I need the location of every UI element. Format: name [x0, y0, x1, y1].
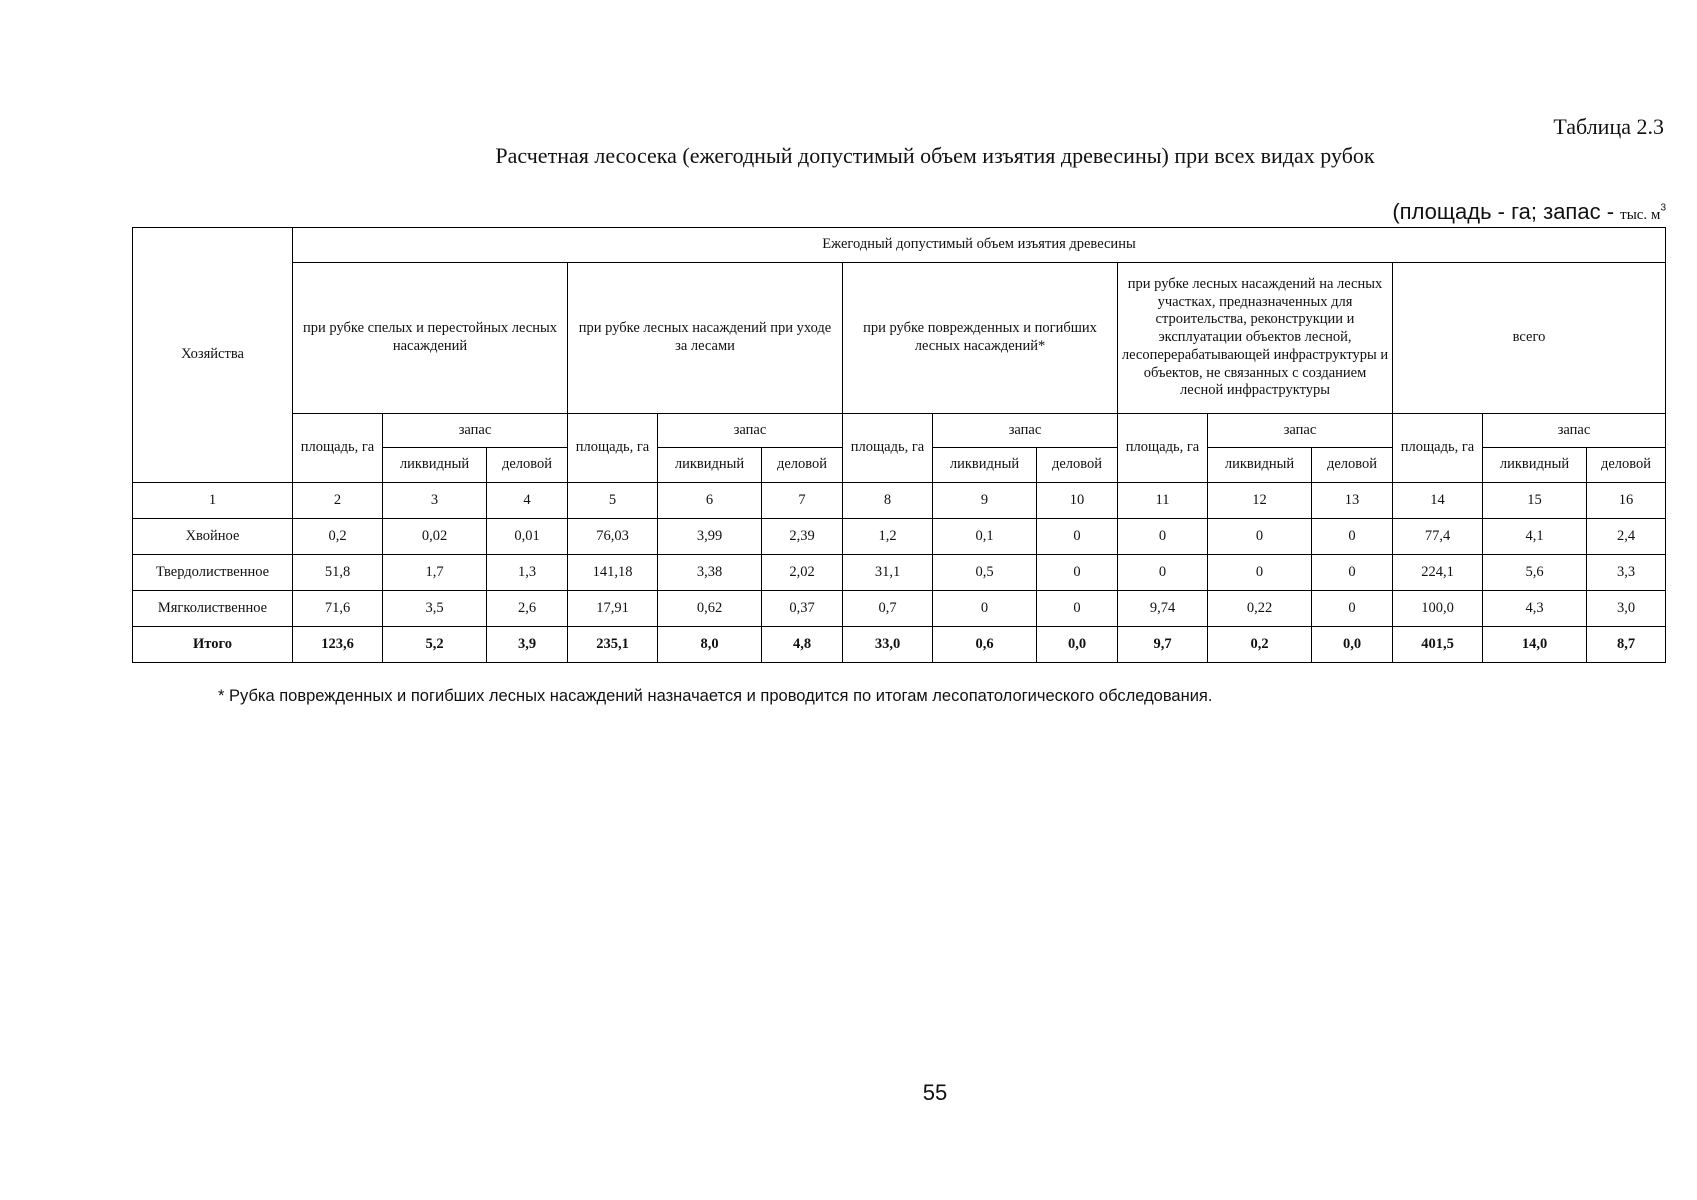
table-cell: 33,0: [843, 627, 933, 663]
units-note: [1392, 199, 1666, 225]
table-cell: 0,01: [487, 519, 568, 555]
allowable-cut-table: [132, 227, 1666, 663]
table-cell: 0,62: [658, 591, 762, 627]
header-liquid: ликвидный: [933, 448, 1037, 483]
table-cell: 0: [1118, 519, 1208, 555]
header-area: площадь, га: [293, 414, 383, 483]
row-label-cell: 1: [133, 483, 293, 519]
table-cell: 12: [1208, 483, 1312, 519]
table-row: [133, 591, 1666, 627]
table-cell: 224,1: [1393, 555, 1483, 591]
header-stock: запас: [383, 414, 568, 448]
table-cell: 4: [487, 483, 568, 519]
table-cell: 31,1: [843, 555, 933, 591]
header-stock: запас: [658, 414, 843, 448]
table-cell: 235,1: [568, 627, 658, 663]
table-cell: 0: [1118, 555, 1208, 591]
table-cell: 3,99: [658, 519, 762, 555]
table-cell: 9: [933, 483, 1037, 519]
table-cell: 2,39: [762, 519, 843, 555]
units-main: (площадь - га; запас -: [1392, 199, 1621, 224]
table-cell: 0: [1037, 555, 1118, 591]
table-cell: 2,6: [487, 591, 568, 627]
table-cell: 3,9: [487, 627, 568, 663]
units-superscript: 3: [1660, 202, 1666, 214]
header-group-total: всего: [1393, 263, 1666, 414]
table-cell: 0,6: [933, 627, 1037, 663]
header-group-damaged: при рубке поврежденных и погибших лесных насаждений*: [843, 263, 1118, 414]
column-number-row: [133, 483, 1666, 519]
table-cell: 100,0: [1393, 591, 1483, 627]
table-cell: 1,3: [487, 555, 568, 591]
table-cell: 0: [1208, 555, 1312, 591]
table-cell: 0,7: [843, 591, 933, 627]
table-cell: 0: [1208, 519, 1312, 555]
footnote: * Рубка поврежденных и погибших лесных насаждений назначается и проводится по итогам лесопатологического обследования.: [218, 687, 1213, 705]
table-cell: 0,02: [383, 519, 487, 555]
table-cell: 1,7: [383, 555, 487, 591]
header-main: Ежегодный допустимый объем изъятия древесины: [293, 228, 1666, 263]
table-cell: 0,1: [933, 519, 1037, 555]
table-label: Таблица 2.3: [1553, 114, 1664, 139]
table-cell: 0,22: [1208, 591, 1312, 627]
table-cell: 3,38: [658, 555, 762, 591]
row-label-cell: Твердолиственное: [133, 555, 293, 591]
table-cell: 3: [383, 483, 487, 519]
table-cell: 10: [1037, 483, 1118, 519]
table-cell: 3,0: [1587, 591, 1666, 627]
table-cell: 0: [1037, 519, 1118, 555]
table-cell: 4,1: [1483, 519, 1587, 555]
table-cell: 0,2: [1208, 627, 1312, 663]
table-cell: 76,03: [568, 519, 658, 555]
row-label-cell: Хвойное: [133, 519, 293, 555]
header-business: деловой: [762, 448, 843, 483]
table-cell: 9,7: [1118, 627, 1208, 663]
header-group-construction: при рубке лесных насаждений на лесных участках, предназначенных для строительства, реконструкции и эксплуатации объектов лесной, лесоперерабатывающей инфраструктуры и объектов, не связанных с созданием лесной инфраструктуры: [1118, 263, 1393, 414]
table-cell: 0,0: [1312, 627, 1393, 663]
table-cell: 2,02: [762, 555, 843, 591]
table-cell: 3,3: [1587, 555, 1666, 591]
table-cell: 0,2: [293, 519, 383, 555]
header-liquid: ликвидный: [658, 448, 762, 483]
units-small: тыс. м: [1620, 207, 1661, 223]
header-group-thinning: при рубке лесных насаждений при уходе за лесами: [568, 263, 843, 414]
total-row: [133, 627, 1666, 663]
table-cell: 401,5: [1393, 627, 1483, 663]
table-cell: 2,4: [1587, 519, 1666, 555]
table-cell: 3,5: [383, 591, 487, 627]
table-cell: 0,37: [762, 591, 843, 627]
table-cell: 5,6: [1483, 555, 1587, 591]
table-row: [133, 519, 1666, 555]
table-cell: 14,0: [1483, 627, 1587, 663]
table-cell: 0,5: [933, 555, 1037, 591]
header-area: площадь, га: [1393, 414, 1483, 483]
table-cell: 0,0: [1037, 627, 1118, 663]
header-farms: Хозяйства: [133, 228, 293, 483]
header-liquid: ликвидный: [383, 448, 487, 483]
table-cell: 11: [1118, 483, 1208, 519]
row-label-cell: Итого: [133, 627, 293, 663]
page-number: 55: [922, 1080, 948, 1105]
table-cell: 6: [658, 483, 762, 519]
table-cell: 4,3: [1483, 591, 1587, 627]
header-area: площадь, га: [568, 414, 658, 483]
table-cell: 0: [1312, 591, 1393, 627]
header-business: деловой: [487, 448, 568, 483]
table-cell: 77,4: [1393, 519, 1483, 555]
header-business: деловой: [1312, 448, 1393, 483]
table-cell: 5,2: [383, 627, 487, 663]
table-cell: 0: [1037, 591, 1118, 627]
table-cell: 51,8: [293, 555, 383, 591]
row-label-cell: Мягколиственное: [133, 591, 293, 627]
header-stock: запас: [933, 414, 1118, 448]
table-cell: 14: [1393, 483, 1483, 519]
table-row: [133, 555, 1666, 591]
table-cell: 5: [568, 483, 658, 519]
table-cell: 16: [1587, 483, 1666, 519]
header-stock: запас: [1208, 414, 1393, 448]
table-cell: 123,6: [293, 627, 383, 663]
table-cell: 4,8: [762, 627, 843, 663]
table-cell: 71,6: [293, 591, 383, 627]
table-cell: 8: [843, 483, 933, 519]
table-cell: 1,2: [843, 519, 933, 555]
table-cell: 0: [1312, 555, 1393, 591]
header-business: деловой: [1037, 448, 1118, 483]
table-cell: 17,91: [568, 591, 658, 627]
table-cell: 0: [933, 591, 1037, 627]
table-title: Расчетная лесосека (ежегодный допустимый объем изъятия древесины) при всех видах рубок: [495, 143, 1375, 168]
table-cell: 15: [1483, 483, 1587, 519]
table-cell: 13: [1312, 483, 1393, 519]
header-liquid: ликвидный: [1483, 448, 1587, 483]
table-cell: 0: [1312, 519, 1393, 555]
header-business: деловой: [1587, 448, 1666, 483]
header-group-mature: при рубке спелых и перестойных лесных насаждений: [293, 263, 568, 414]
header-stock: запас: [1483, 414, 1666, 448]
table-cell: 141,18: [568, 555, 658, 591]
table-cell: 7: [762, 483, 843, 519]
header-liquid: ликвидный: [1208, 448, 1312, 483]
header-area: площадь, га: [1118, 414, 1208, 483]
table-cell: 8,7: [1587, 627, 1666, 663]
header-area: площадь, га: [843, 414, 933, 483]
table-cell: 9,74: [1118, 591, 1208, 627]
table-cell: 8,0: [658, 627, 762, 663]
table-cell: 2: [293, 483, 383, 519]
